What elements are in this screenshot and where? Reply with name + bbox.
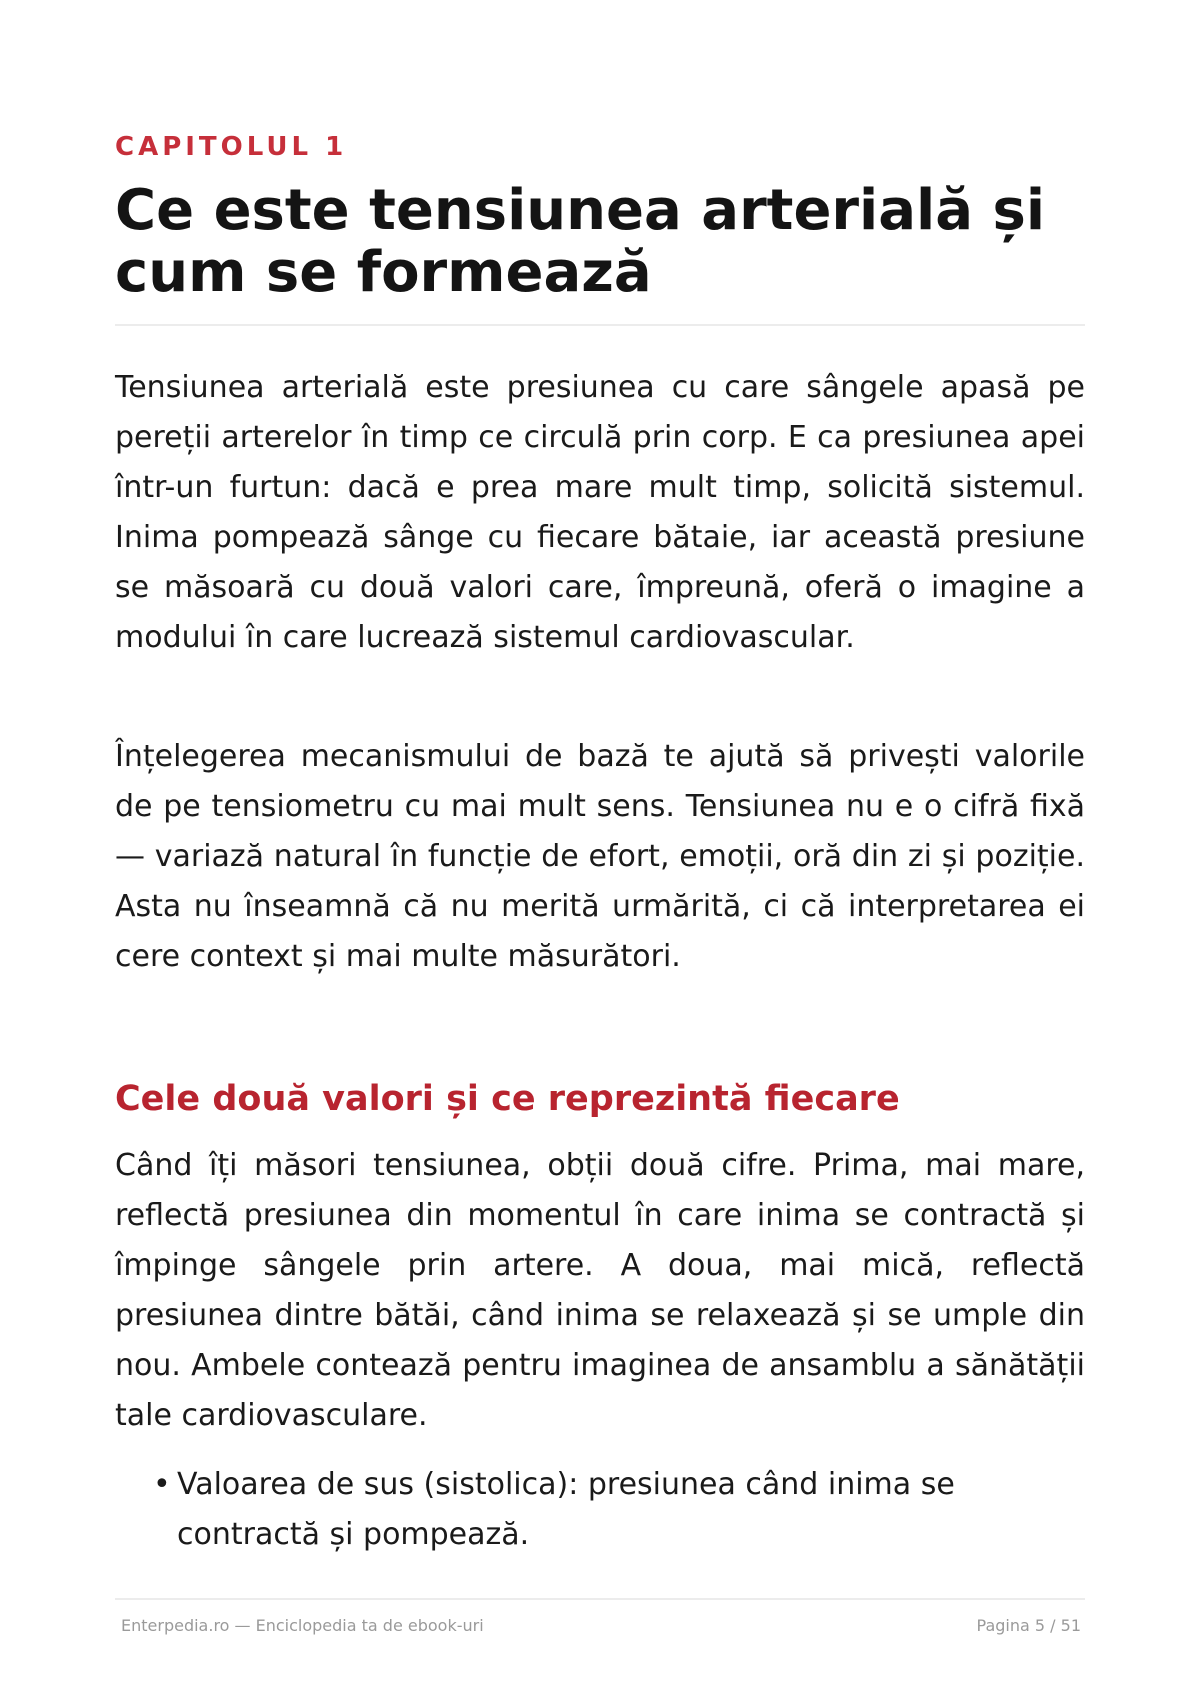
- title-divider: [115, 324, 1085, 326]
- footer-divider: [115, 1598, 1085, 1600]
- list-item-text: Valoarea de sus (sistolica): presiunea când inima se contractă și pompează.: [177, 1467, 955, 1552]
- list-item: [153, 1460, 1053, 1560]
- page-number: Pagina 5 / 51: [976, 1616, 1081, 1635]
- bullet-list: [153, 1460, 1053, 1560]
- footer-site-name: Enterpedia.ro — Enciclopedia ta de ebook-uri: [121, 1616, 484, 1635]
- chapter-label: CAPITOLUL 1: [115, 132, 348, 162]
- paragraph-two-values: Când îți măsori tensiunea, obții două cifre. Prima, mai mare, reflectă presiunea din momentul în care inima se contractă și împinge sângele prin artere. A doua, mai mică, reflectă presiunea dintre bătăi, când inima se relaxează și se umple din nou. Ambele contează pentru imaginea de ansamblu a sănătății tale cardiovasculare.: [115, 1148, 1085, 1433]
- ebook-page: [115, 0, 1085, 1683]
- paragraph-mechanism: Înțelegerea mecanismului de bază te ajută să privești valorile de pe tensiometru cu mai mult sens. Tensiunea nu e o cifră fixă — variază natural în funcție de efort, emoții, oră din zi și poziție. Asta nu înseamnă că nu merită urmărită, ci că interpretarea ei cere context și mai multe măsurători.: [115, 739, 1085, 974]
- bullet-icon: •: [153, 1467, 171, 1502]
- chapter-title: Ce este tensiunea arterială și cum se formează: [115, 178, 1046, 305]
- section-heading: Cele două valori și ce reprezintă fiecare: [115, 1079, 900, 1119]
- paragraph-intro: Tensiunea arterială este presiunea cu care sângele apasă pe pereții arterelor în timp ce circulă prin corp. E ca presiunea apei într-un furtun: dacă e prea mare mult timp, solicită sistemul. Inima pompează sânge cu fiecare bătaie, iar această presiune se măsoară cu două valori care, împreună, oferă o imagine a modului în care lucrează sistemul cardiovascular.: [115, 370, 1085, 655]
